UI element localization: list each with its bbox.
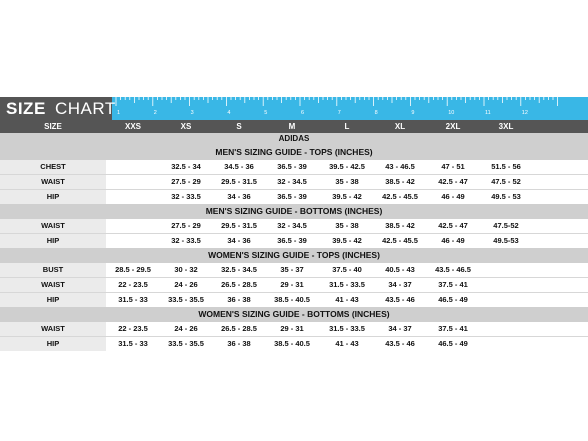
measurement-value: 39.5 - 42.5 bbox=[329, 162, 365, 171]
measurement-value: 42.5 - 47 bbox=[438, 177, 468, 186]
measurement-value: 32 - 34.5 bbox=[277, 177, 307, 186]
measurement-label: CHEST bbox=[0, 160, 106, 174]
measurement-value: 32 - 33.5 bbox=[171, 236, 201, 245]
measurement-value: 43.5 - 46 bbox=[385, 295, 415, 304]
ruler-number: 1 bbox=[117, 110, 121, 116]
measurement-value: 47 - 51 bbox=[441, 162, 465, 171]
measurement-value: 36.5 - 39 bbox=[277, 236, 307, 245]
size-header-xxs: XXS bbox=[124, 122, 141, 131]
measurement-row bbox=[0, 160, 588, 174]
measurement-value: 36.5 - 39 bbox=[277, 192, 307, 201]
measurement-label: HIP bbox=[0, 337, 106, 351]
measurement-value: 35 - 37 bbox=[280, 265, 304, 274]
measurement-value: 24 - 26 bbox=[174, 280, 198, 289]
measurement-value: 42.5 - 45.5 bbox=[382, 236, 418, 245]
measurement-row bbox=[0, 219, 588, 233]
ruler-number: 10 bbox=[448, 110, 455, 116]
chart-title-bold: SIZE bbox=[6, 99, 46, 118]
measurement-label: WAIST bbox=[0, 278, 106, 292]
measurement-value: 34 - 36 bbox=[227, 236, 251, 245]
measurement-value: 41 - 43 bbox=[335, 339, 359, 348]
section-heading: WOMEN'S SIZING GUIDE - BOTTOMS (INCHES) bbox=[0, 307, 588, 322]
measurement-value: 46.5 - 49 bbox=[438, 339, 468, 348]
ruler-graphic bbox=[100, 97, 588, 120]
measurement-value: 33.5 - 35.5 bbox=[168, 339, 204, 348]
size-column-label: SIZE bbox=[44, 122, 62, 131]
measurement-value: 38.5 - 42 bbox=[385, 177, 415, 186]
measurement-value: 40.5 - 43 bbox=[385, 265, 415, 274]
size-header-m: M bbox=[288, 122, 296, 131]
measurement-value: 36 - 38 bbox=[227, 295, 251, 304]
measurement-value: 26.5 - 28.5 bbox=[221, 324, 257, 333]
measurement-value: 49.5 - 53 bbox=[491, 192, 521, 201]
measurement-value: 24 - 26 bbox=[174, 324, 198, 333]
ruler-number: 6 bbox=[301, 110, 305, 116]
measurement-value: 32.5 - 34 bbox=[171, 162, 201, 171]
measurement-value: 22 - 23.5 bbox=[118, 280, 148, 289]
ruler-number: 12 bbox=[521, 110, 528, 116]
measurement-row bbox=[0, 175, 588, 189]
measurement-value: 32 - 34.5 bbox=[277, 221, 307, 230]
ruler-number: 3 bbox=[190, 110, 194, 116]
size-header-xl: XL bbox=[394, 122, 406, 131]
measurement-value: 38.5 - 42 bbox=[385, 221, 415, 230]
size-header-3xl: 3XL bbox=[498, 122, 514, 131]
measurement-row bbox=[0, 234, 588, 248]
size-header-s: S bbox=[236, 122, 242, 131]
size-header-l: L bbox=[344, 122, 350, 131]
measurement-value: 46 - 49 bbox=[441, 236, 465, 245]
measurement-value: 39.5 - 42 bbox=[332, 236, 362, 245]
measurement-value: 34 - 36 bbox=[227, 192, 251, 201]
measurement-value: 36.5 - 39 bbox=[277, 162, 307, 171]
chart-title-light: CHART bbox=[55, 99, 116, 118]
measurement-label: BUST bbox=[0, 263, 106, 277]
brand-heading: ADIDAS bbox=[0, 133, 588, 145]
measurement-label: HIP bbox=[0, 234, 106, 248]
measurement-row bbox=[0, 190, 588, 204]
section-heading: MEN'S SIZING GUIDE - TOPS (INCHES) bbox=[0, 145, 588, 160]
measurement-label: WAIST bbox=[0, 322, 106, 336]
size-header-row bbox=[0, 120, 588, 133]
section-heading: MEN'S SIZING GUIDE - BOTTOMS (INCHES) bbox=[0, 204, 588, 219]
measurement-value: 33.5 - 35.5 bbox=[168, 295, 204, 304]
measurement-value: 26.5 - 28.5 bbox=[221, 280, 257, 289]
measurement-value: 41 - 43 bbox=[335, 295, 359, 304]
measurement-value: 37.5 - 40 bbox=[332, 265, 362, 274]
chart-title bbox=[0, 97, 116, 120]
measurement-value: 36 - 38 bbox=[227, 339, 251, 348]
measurement-value: 30 - 32 bbox=[174, 265, 198, 274]
measurement-value: 34.5 - 36 bbox=[224, 162, 254, 171]
chart-header bbox=[0, 97, 588, 120]
measurement-label: WAIST bbox=[0, 219, 106, 233]
sizing-sections bbox=[0, 145, 588, 351]
measurement-value: 27.5 - 29 bbox=[171, 177, 201, 186]
measurement-value: 37.5 - 41 bbox=[438, 280, 468, 289]
measurement-value: 31.5 - 33.5 bbox=[329, 324, 365, 333]
measurement-label: HIP bbox=[0, 190, 106, 204]
measurement-value: 28.5 - 29.5 bbox=[115, 265, 151, 274]
measurement-value: 38.5 - 40.5 bbox=[274, 339, 310, 348]
measurement-value: 34 - 37 bbox=[388, 280, 412, 289]
ruler-number: 5 bbox=[264, 110, 268, 116]
measurement-value: 47.5-52 bbox=[493, 221, 519, 230]
measurement-value: 43.5 - 46 bbox=[385, 339, 415, 348]
measurement-value: 49.5-53 bbox=[493, 236, 519, 245]
measurement-value: 47.5 - 52 bbox=[491, 177, 521, 186]
measurement-value: 31.5 - 33.5 bbox=[329, 280, 365, 289]
measurement-value: 51.5 - 56 bbox=[491, 162, 521, 171]
measurement-value: 29.5 - 31.5 bbox=[221, 177, 257, 186]
measurement-row bbox=[0, 337, 588, 351]
measurement-value: 34 - 37 bbox=[388, 324, 412, 333]
ruler-number: 2 bbox=[153, 110, 157, 116]
measurement-label: WAIST bbox=[0, 175, 106, 189]
measurement-value: 27.5 - 29 bbox=[171, 221, 201, 230]
measurement-value: 42.5 - 45.5 bbox=[382, 192, 418, 201]
measurement-value: 42.5 - 47 bbox=[438, 221, 468, 230]
measurement-value: 29.5 - 31.5 bbox=[221, 221, 257, 230]
ruler-number: 8 bbox=[374, 110, 378, 116]
measurement-value: 43.5 - 46.5 bbox=[435, 265, 471, 274]
ruler-number: 4 bbox=[227, 110, 231, 116]
measurement-value: 29 - 31 bbox=[280, 324, 304, 333]
section-heading: WOMEN'S SIZING GUIDE - TOPS (INCHES) bbox=[0, 248, 588, 263]
measurement-row bbox=[0, 293, 588, 307]
measurement-value: 35 - 38 bbox=[335, 177, 359, 186]
size-header-2xl: 2XL bbox=[445, 122, 461, 131]
ruler-band bbox=[100, 97, 588, 120]
measurement-value: 31.5 - 33 bbox=[118, 339, 148, 348]
size-chart bbox=[0, 97, 588, 351]
measurement-label: HIP bbox=[0, 293, 106, 307]
ruler-number: 9 bbox=[411, 110, 415, 116]
measurement-value: 31.5 - 33 bbox=[118, 295, 148, 304]
measurement-value: 39.5 - 42 bbox=[332, 192, 362, 201]
measurement-row bbox=[0, 278, 588, 292]
ruler-number: 7 bbox=[337, 110, 341, 116]
measurement-value: 32 - 33.5 bbox=[171, 192, 201, 201]
measurement-value: 43 - 46.5 bbox=[385, 162, 415, 171]
measurement-value: 32.5 - 34.5 bbox=[221, 265, 257, 274]
measurement-value: 37.5 - 41 bbox=[438, 324, 468, 333]
ruler-number: 11 bbox=[485, 110, 491, 116]
measurement-value: 46.5 - 49 bbox=[438, 295, 468, 304]
measurement-row bbox=[0, 263, 588, 277]
size-header-xs: XS bbox=[180, 122, 192, 131]
measurement-row bbox=[0, 322, 588, 336]
measurement-value: 35 - 38 bbox=[335, 221, 359, 230]
measurement-value: 29 - 31 bbox=[280, 280, 304, 289]
measurement-value: 38.5 - 40.5 bbox=[274, 295, 310, 304]
measurement-value: 22 - 23.5 bbox=[118, 324, 148, 333]
measurement-value: 46 - 49 bbox=[441, 192, 465, 201]
